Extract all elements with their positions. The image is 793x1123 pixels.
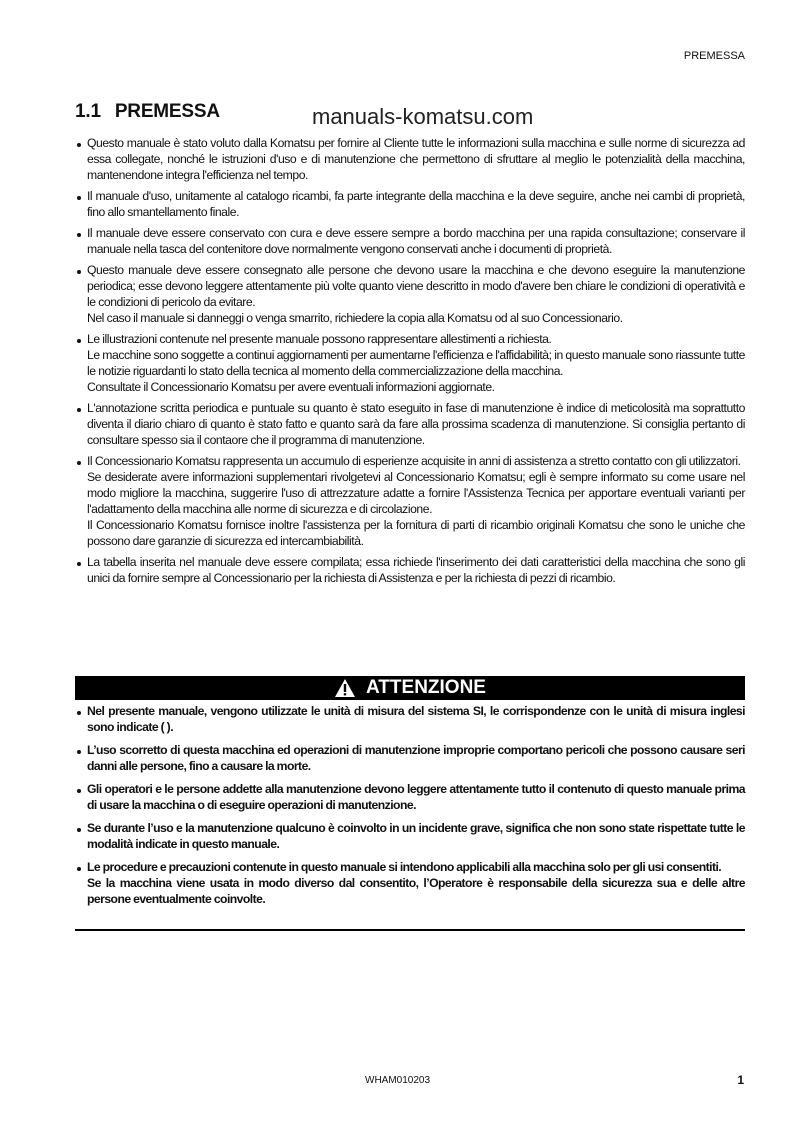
watermark: manuals-komatsu.com [312, 104, 534, 129]
list-item [75, 742, 745, 774]
list-item [75, 225, 745, 257]
section-title-text: PREMESSA [114, 101, 220, 122]
paragraph: Le illustrazioni contenute nel presente manuale possono rappresentare allestimenti a richiesta. [87, 332, 552, 346]
list-item [75, 781, 745, 813]
paragraph: Il manuale deve essere conservato con cura e deve essere sempre a bordo macchina per una rapida consultazione; conservare il manuale nella tasca del contenitore dove normalmente vengono conservati anche i documenti di proprietà. [87, 226, 745, 256]
section-title [75, 101, 220, 123]
paragraph: Se durante l’uso e la manutenzione qualcuno è coinvolto in un incidente grave, significa che non sono state rispettate tutte le modalità indicate in questo manuale. [87, 821, 745, 851]
paragraph: Il manuale d'uso, unitamente al catalogo ricambi, fa parte integrante della macchina e la deve seguire, anche nei cambi di proprietà, fino allo smantellamento finale. [87, 189, 745, 219]
list-item [75, 820, 745, 852]
paragraph: Il Concessionario Komatsu fornisce inoltre l'assistenza per la fornitura di parti di ricambio originali Komatsu che sono le uniche che possono dare garanzie di sicurezza ed intercambiabilità. [87, 518, 745, 548]
list-item [75, 135, 745, 183]
list-item [75, 188, 745, 220]
paragraph: Gli operatori e le persone addette alla manutenzione devono leggere attentamente tutto il contenuto di questo manuale prima di usare la macchina o di eseguire operazioni di manutenzione. [87, 782, 745, 812]
document-code: WHAM010203 [365, 1075, 431, 1086]
list-item [75, 453, 745, 549]
paragraph: Questo manuale deve essere consegnato alle persone che devono usare la macchina e che devono eseguire la manutenzione periodica; esse devono leggere attentamente più volte quanto viene descritto in modo d'avere ben chiare le condizioni di operatività e le condizioni di pericolo da evitare. [87, 263, 745, 309]
list-item [75, 262, 745, 326]
paragraph: Le procedure e precauzioni contenute in questo manuale si intendono applicabili alla macchina solo per gli usi consentiti. [87, 860, 722, 874]
paragraph: Le macchine sono soggette a continui aggiornamenti per aumentarne l'efficienza e l'affidabilità; in questo manuale sono riassunte tutte le notizie riguardanti lo stato della tecnica al momento della commercializzazione della macchina. [87, 348, 745, 378]
paragraph: Se la macchina viene usata in modo diverso dal consentito, l’Operatore è responsabile della sicurezza sua e delle altre persone eventualmente coinvolte. [87, 876, 745, 906]
page-number: 1 [737, 1073, 744, 1087]
warning-banner [75, 676, 745, 700]
paragraph: Il Concessionario Komatsu rappresenta un accumulo di esperienze acquisite in anni di assistenza a stretto contatto con gli utilizzatori. [87, 454, 741, 468]
paragraph: La tabella inserita nel manuale deve essere compilata; essa richiede l'inserimento dei dati caratteristici della macchina che sono gli unici da fornire sempre al Concessionario per la richiesta di Assistenza e per la richiesta di pezzi di ricambio. [87, 555, 745, 585]
paragraph: L'annotazione scritta periodica e puntuale su quanto è stato eseguito in fase di manutenzione è indice di meticolosità ma soprattutto diventa il diario chiaro di quanto è stato fatto e quanto sarà da fare alla prossima scadenza di manutenzione. Si consiglia pertanto di consultare spesso sia il contaore che il programma di manutenzione. [87, 401, 745, 447]
warning-list [75, 703, 745, 914]
paragraph: Nel caso il manuale si danneggi o venga smarrito, richiedere la copia alla Komatsu od al suo Concessionario. [87, 311, 623, 325]
list-item [75, 554, 745, 586]
warning-label: ATTENZIONE [366, 677, 486, 698]
running-header: PREMESSA [683, 50, 745, 62]
list-item [75, 331, 745, 395]
paragraph: Se desiderate avere informazioni supplementari rivolgetevi al Concessionario Komatsu; egli è sempre informato su come usare nel modo migliore la macchina, suggerire l'uso di attrezzature adatte a fornire l'Assistenza Tecnica per apportare eventuali varianti per l'adattamento della macchina alle norme di sicurezza e di circolazione. [87, 470, 745, 516]
warning-triangle-icon [334, 678, 356, 698]
list-item [75, 703, 745, 735]
paragraph: Nel presente manuale, vengono utilizzate le unità di misura del sistema SI, le corrispondenze con le unità di misura inglesi sono indicate ( ). [87, 704, 745, 734]
section-number: 1.1 [75, 101, 101, 122]
paragraph: Questo manuale è stato voluto dalla Komatsu per fornire al Cliente tutte le informazioni sulla macchina e sulle norme di sicurezza ad essa collegate, nonché le istruzioni d'uso e di manutenzione che permettono di sfruttare al meglio le potenzialità della macchina, mantenendone integra l'efficienza nel tempo. [87, 136, 745, 182]
paragraph: Consultate il Concessionario Komatsu per avere eventuali informazioni aggiornate. [87, 380, 495, 394]
section-divider [75, 929, 745, 931]
list-item [75, 400, 745, 448]
intro-list [75, 135, 745, 591]
list-item [75, 859, 745, 907]
paragraph: L’uso scorretto di questa macchina ed operazioni di manutenzione improprie comportano pericoli che possono causare seri danni alle persone, fino a causare la morte. [87, 743, 745, 773]
